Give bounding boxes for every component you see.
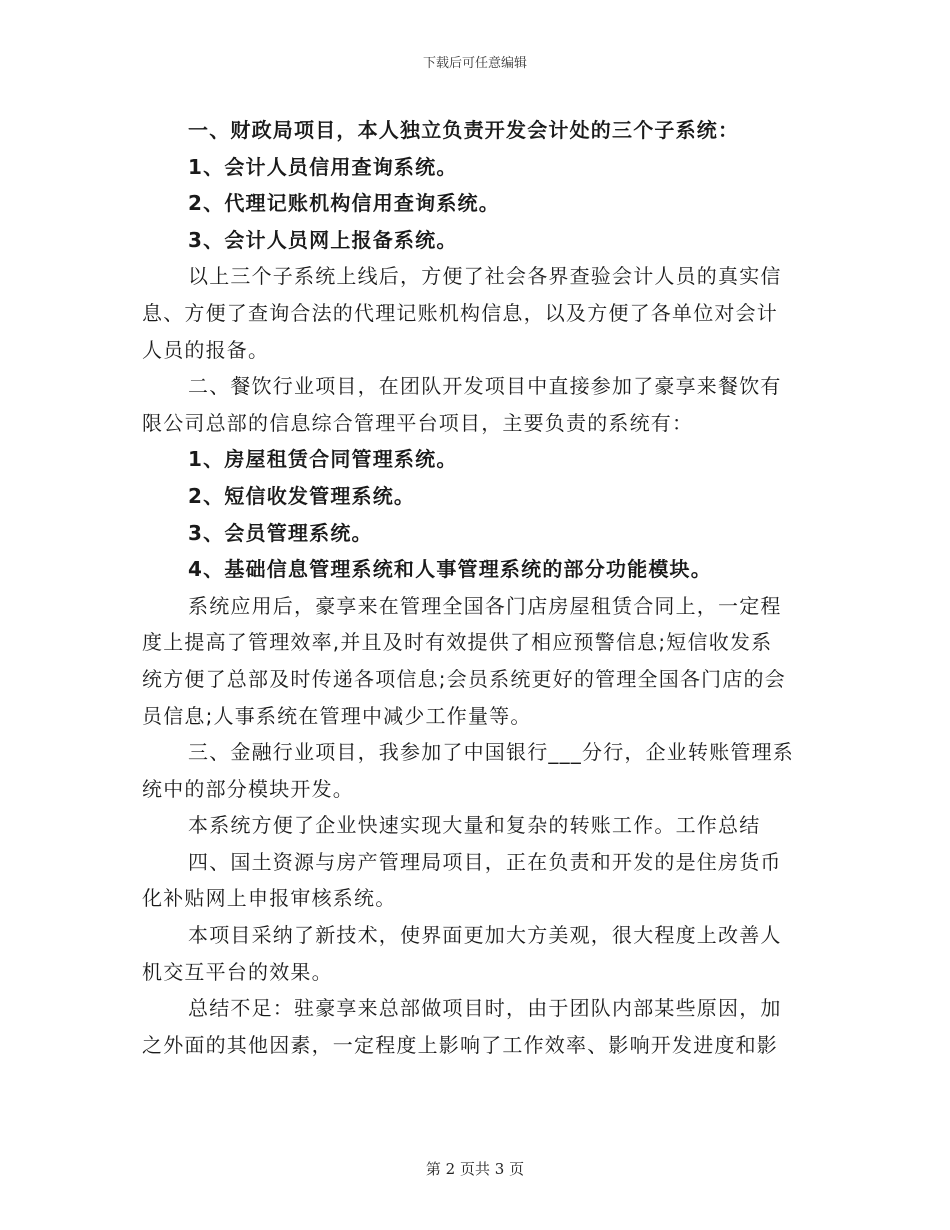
paragraph-line: 系统应用后，豪享来在管理全国各门店房屋租赁合同上，一定程 bbox=[188, 593, 782, 618]
paragraph-line: 之外面的其他因素，一定程度上影响了工作效率、影响开发进度和影 bbox=[142, 1032, 778, 1057]
paragraph-line: 三、金融行业项目，我参加了中国银行___分行，企业转账管理系 bbox=[188, 740, 794, 765]
paragraph-line: 化补贴网上申报审核系统。 bbox=[142, 886, 397, 911]
paragraph-line: 四、国土资源与房产管理局项目，正在负责和开发的是住房货币 bbox=[188, 849, 782, 874]
paragraph-line: 本系统方便了企业快速实现大量和复杂的转账工作。工作总结 bbox=[188, 813, 761, 838]
list-item: 4、基础信息管理系统和人事管理系统的部分功能模块。 bbox=[188, 557, 712, 582]
list-item: 1、会计人员信用查询系统。 bbox=[188, 154, 458, 179]
page-header: 下载后可任意编辑 bbox=[422, 56, 527, 71]
paragraph-line: 限公司总部的信息综合管理平台项目，主要负责的系统有： bbox=[142, 410, 694, 435]
list-item: 2、短信收发管理系统。 bbox=[188, 483, 416, 508]
paragraph-heading-finance-bureau: 一、财政局项目，本人独立负责开发会计处的三个子系统： bbox=[188, 118, 740, 142]
paragraph-line: 统方便了总部及时传递各项信息;会员系统更好的管理全国各门店的会 bbox=[142, 666, 786, 691]
document-body bbox=[142, 112, 810, 1063]
paragraph-line: 本项目采纳了新技术，使界面更加大方美观，很大程度上改善人 bbox=[188, 923, 782, 948]
paragraph-line: 总结不足：驻豪享来总部做项目时，由于团队内部某些原因，加 bbox=[188, 996, 782, 1021]
page-number: 第 2 页共 3 页 bbox=[425, 1160, 525, 1178]
paragraph-line: 以上三个子系统上线后，方便了社会各界查验会计人员的真实信 bbox=[188, 264, 782, 289]
list-item: 3、会员管理系统。 bbox=[188, 520, 373, 545]
paragraph-line: 员信息;人事系统在管理中减少工作量等。 bbox=[142, 703, 532, 728]
paragraph-line: 息、方便了查询合法的代理记账机构信息，以及方便了各单位对会计 bbox=[142, 300, 778, 325]
paragraph-line: 二、餐饮行业项目，在团队开发项目中直接参加了豪享来餐饮有 bbox=[188, 374, 782, 399]
paragraph-line: 机交互平台的效果。 bbox=[142, 959, 333, 984]
list-item: 3、会计人员网上报备系统。 bbox=[188, 227, 458, 252]
paragraph-line: 度上提高了管理效率,并且及时有效提供了相应预警信息;短信收发系 bbox=[142, 630, 773, 655]
paragraph-line: 统中的部分模块开发。 bbox=[142, 776, 354, 801]
paragraph-line: 人员的报备。 bbox=[142, 337, 270, 362]
list-item: 1、房屋租赁合同管理系统。 bbox=[188, 447, 458, 472]
list-item: 2、代理记账机构信用查询系统。 bbox=[188, 191, 500, 216]
